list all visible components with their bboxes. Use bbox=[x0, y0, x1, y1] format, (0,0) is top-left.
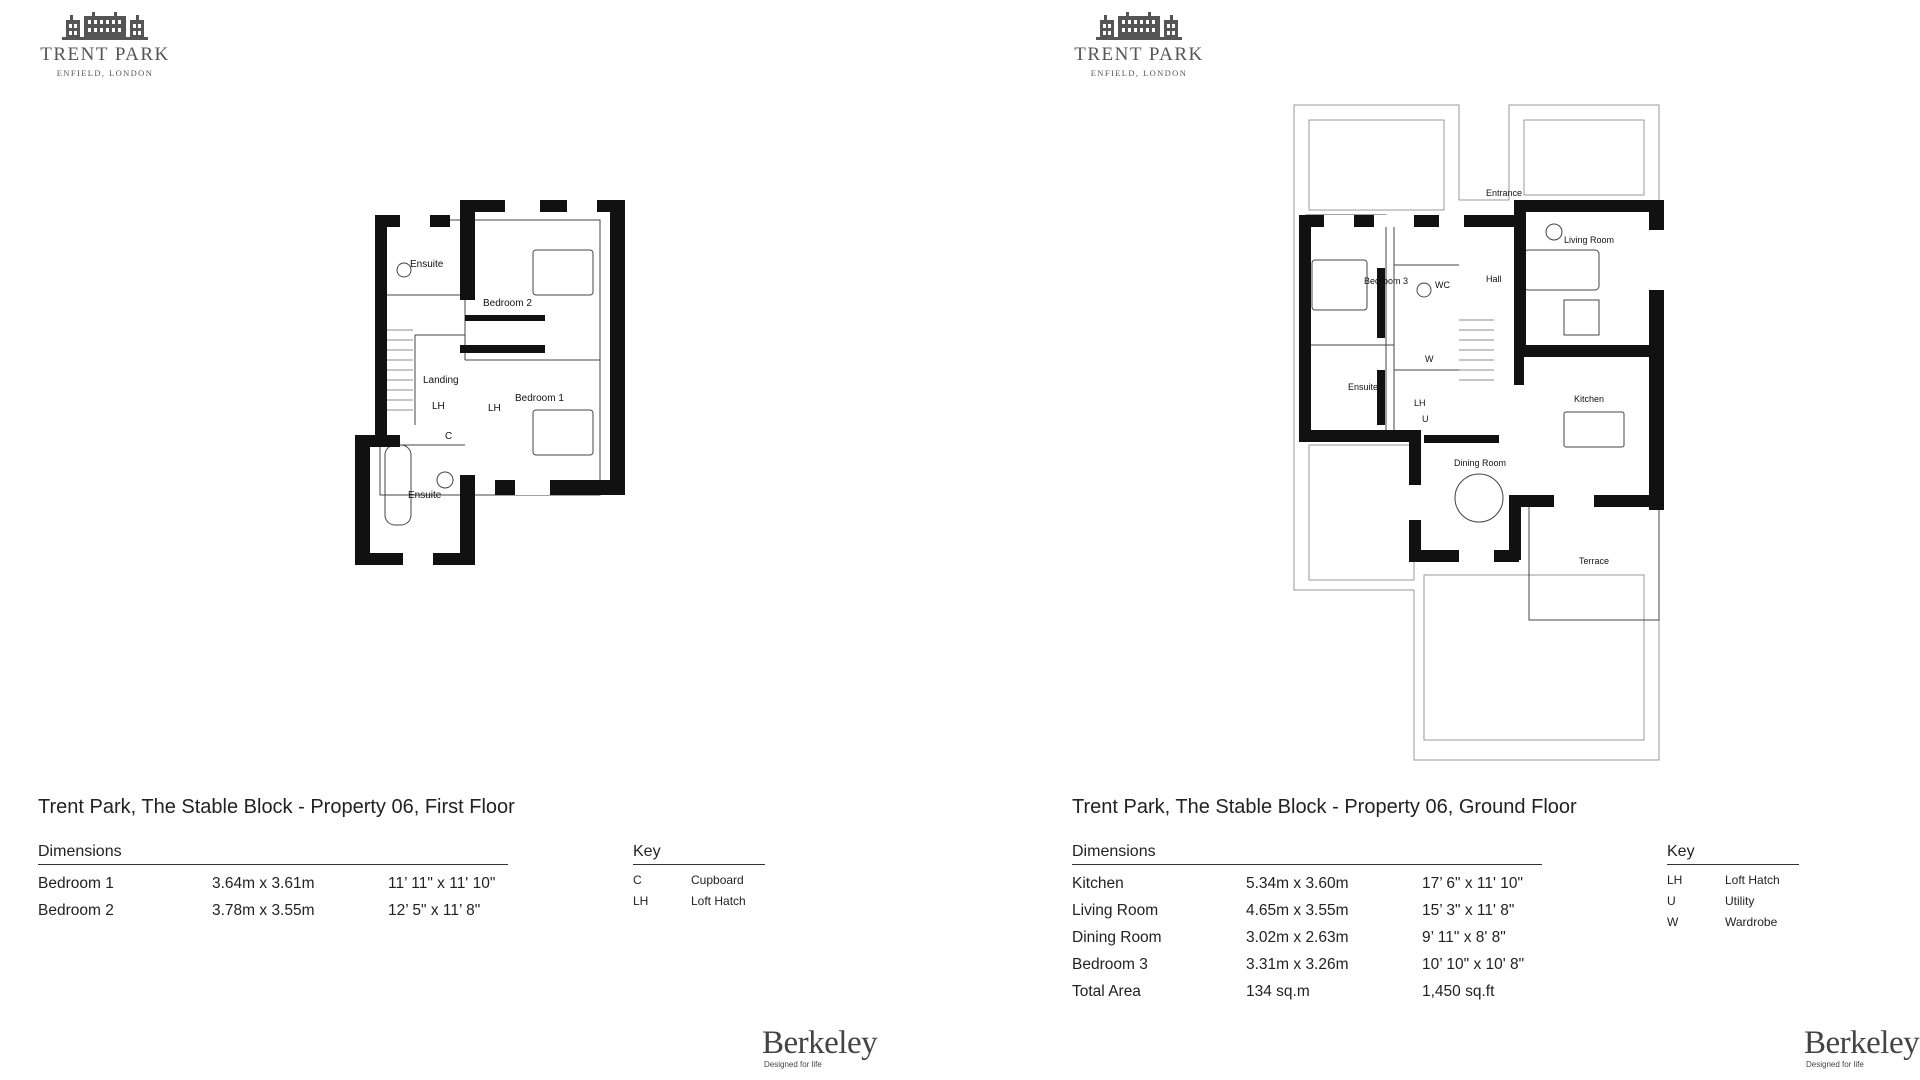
key-code: W bbox=[1667, 914, 1679, 929]
brand-word: Berkeley bbox=[1804, 1025, 1920, 1061]
room-imperial: 17’ 6" x 11' 10" bbox=[1422, 874, 1523, 892]
table-row bbox=[1072, 951, 1542, 978]
berkeley-logo bbox=[762, 1025, 878, 1069]
key-legend bbox=[1667, 843, 1799, 932]
room-name: Total Area bbox=[1072, 982, 1141, 1000]
living-room-label: Living Room bbox=[1564, 235, 1615, 245]
key-label: Loft Hatch bbox=[1725, 872, 1780, 887]
key-row bbox=[1667, 890, 1780, 911]
logo-subtitle: ENFIELD, LONDON bbox=[1090, 68, 1188, 78]
key-code: LH bbox=[1667, 872, 1683, 887]
room-metric: 3.78m x 3.55m bbox=[212, 901, 315, 919]
key-label: Utility bbox=[1725, 893, 1755, 908]
logo-name: TRENT PARK bbox=[40, 44, 170, 65]
key-row bbox=[633, 869, 746, 890]
loft-hatch-label-2: LH bbox=[488, 403, 501, 414]
key-code: U bbox=[1667, 893, 1676, 908]
key-label: Cupboard bbox=[691, 872, 744, 887]
room-metric: 5.34m x 3.60m bbox=[1246, 874, 1349, 892]
logo-subtitle: ENFIELD, LONDON bbox=[56, 68, 154, 78]
dimensions-heading: Dimensions bbox=[1072, 843, 1542, 865]
entrance-label: Entrance bbox=[1486, 188, 1523, 198]
ensuite-top-label: Ensuite bbox=[410, 259, 444, 270]
ensuite-bottom-label: Ensuite bbox=[408, 490, 442, 501]
ensuite-label: Ensuite bbox=[1348, 382, 1379, 392]
room-name: Kitchen bbox=[1072, 874, 1124, 892]
first-floor-plan bbox=[355, 200, 625, 570]
key-code: LH bbox=[633, 893, 649, 908]
key-code: C bbox=[633, 872, 642, 887]
wardrobe-label: W bbox=[1425, 354, 1434, 364]
room-imperial: 15’ 3" x 11' 8" bbox=[1422, 901, 1515, 919]
building-icon bbox=[1096, 12, 1182, 40]
room-name: Living Room bbox=[1072, 901, 1159, 919]
room-name: Bedroom 3 bbox=[1072, 955, 1148, 973]
room-metric: 4.65m x 3.55m bbox=[1246, 901, 1349, 919]
room-metric: 3.64m x 3.61m bbox=[212, 874, 315, 892]
key-heading: Key bbox=[633, 843, 765, 865]
room-imperial: 11’ 11" x 11' 10" bbox=[388, 874, 496, 892]
table-row bbox=[1072, 870, 1542, 897]
room-metric: 3.31m x 3.26m bbox=[1246, 955, 1349, 973]
room-name: Bedroom 2 bbox=[38, 901, 114, 919]
room-metric: 3.02m x 2.63m bbox=[1246, 928, 1349, 946]
table-row bbox=[38, 897, 508, 924]
ground-floor-sheet bbox=[1034, 0, 1920, 1080]
cupboard-label: C bbox=[445, 431, 453, 442]
key-row bbox=[1667, 869, 1780, 890]
plan-title: Trent Park, The Stable Block - Property 06, Ground Floor bbox=[1072, 796, 1577, 818]
key-row bbox=[1667, 911, 1780, 932]
bedroom1-label: Bedroom 1 bbox=[515, 393, 564, 404]
room-imperial: 9’ 11" x 8' 8" bbox=[1422, 928, 1506, 946]
dining-room-label: Dining Room bbox=[1454, 458, 1507, 468]
utility-label: U bbox=[1422, 414, 1429, 424]
kitchen-label: Kitchen bbox=[1574, 394, 1605, 404]
key-label: Wardrobe bbox=[1725, 914, 1778, 929]
dimensions-table bbox=[1072, 843, 1542, 1005]
key-row bbox=[633, 890, 746, 911]
key-heading: Key bbox=[1667, 843, 1799, 865]
landing-label: Landing bbox=[423, 375, 459, 386]
room-imperial: 1,450 sq.ft bbox=[1422, 982, 1495, 1000]
room-imperial: 12’ 5" x 11’ 8" bbox=[388, 901, 481, 919]
trent-park-logo bbox=[40, 12, 170, 78]
room-imperial: 10’ 10" x 10' 8" bbox=[1422, 955, 1525, 973]
terrace-label: Terrace bbox=[1579, 556, 1610, 566]
logo-name: TRENT PARK bbox=[1074, 44, 1204, 65]
berkeley-logo bbox=[1804, 1025, 1920, 1069]
brand-word: Berkeley bbox=[762, 1025, 878, 1061]
table-row bbox=[1072, 924, 1542, 951]
dimensions-table bbox=[38, 843, 508, 924]
plan-title: Trent Park, The Stable Block - Property 06, First Floor bbox=[38, 796, 515, 818]
room-name: Dining Room bbox=[1072, 928, 1162, 946]
table-row bbox=[38, 870, 508, 897]
room-name: Bedroom 1 bbox=[38, 874, 114, 892]
dimensions-heading: Dimensions bbox=[38, 843, 508, 865]
wc-label: WC bbox=[1435, 280, 1450, 290]
loft-hatch-label-1: LH bbox=[432, 401, 445, 412]
table-row bbox=[1072, 897, 1542, 924]
brand-tagline: Designed for life bbox=[764, 1060, 822, 1069]
hall-label: Hall bbox=[1486, 274, 1502, 284]
room-metric: 134 sq.m bbox=[1246, 982, 1310, 1000]
brand-tagline: Designed for life bbox=[1806, 1060, 1864, 1069]
bedroom2-label: Bedroom 2 bbox=[483, 298, 532, 309]
table-row bbox=[1072, 978, 1542, 1005]
loft-hatch-label: LH bbox=[1414, 398, 1426, 408]
trent-park-logo bbox=[1074, 12, 1204, 78]
key-legend bbox=[633, 843, 765, 911]
bedroom3-label: Bedroom 3 bbox=[1364, 276, 1409, 286]
ground-floor-plan bbox=[1264, 100, 1664, 775]
key-label: Loft Hatch bbox=[691, 893, 746, 908]
building-icon bbox=[62, 12, 148, 40]
